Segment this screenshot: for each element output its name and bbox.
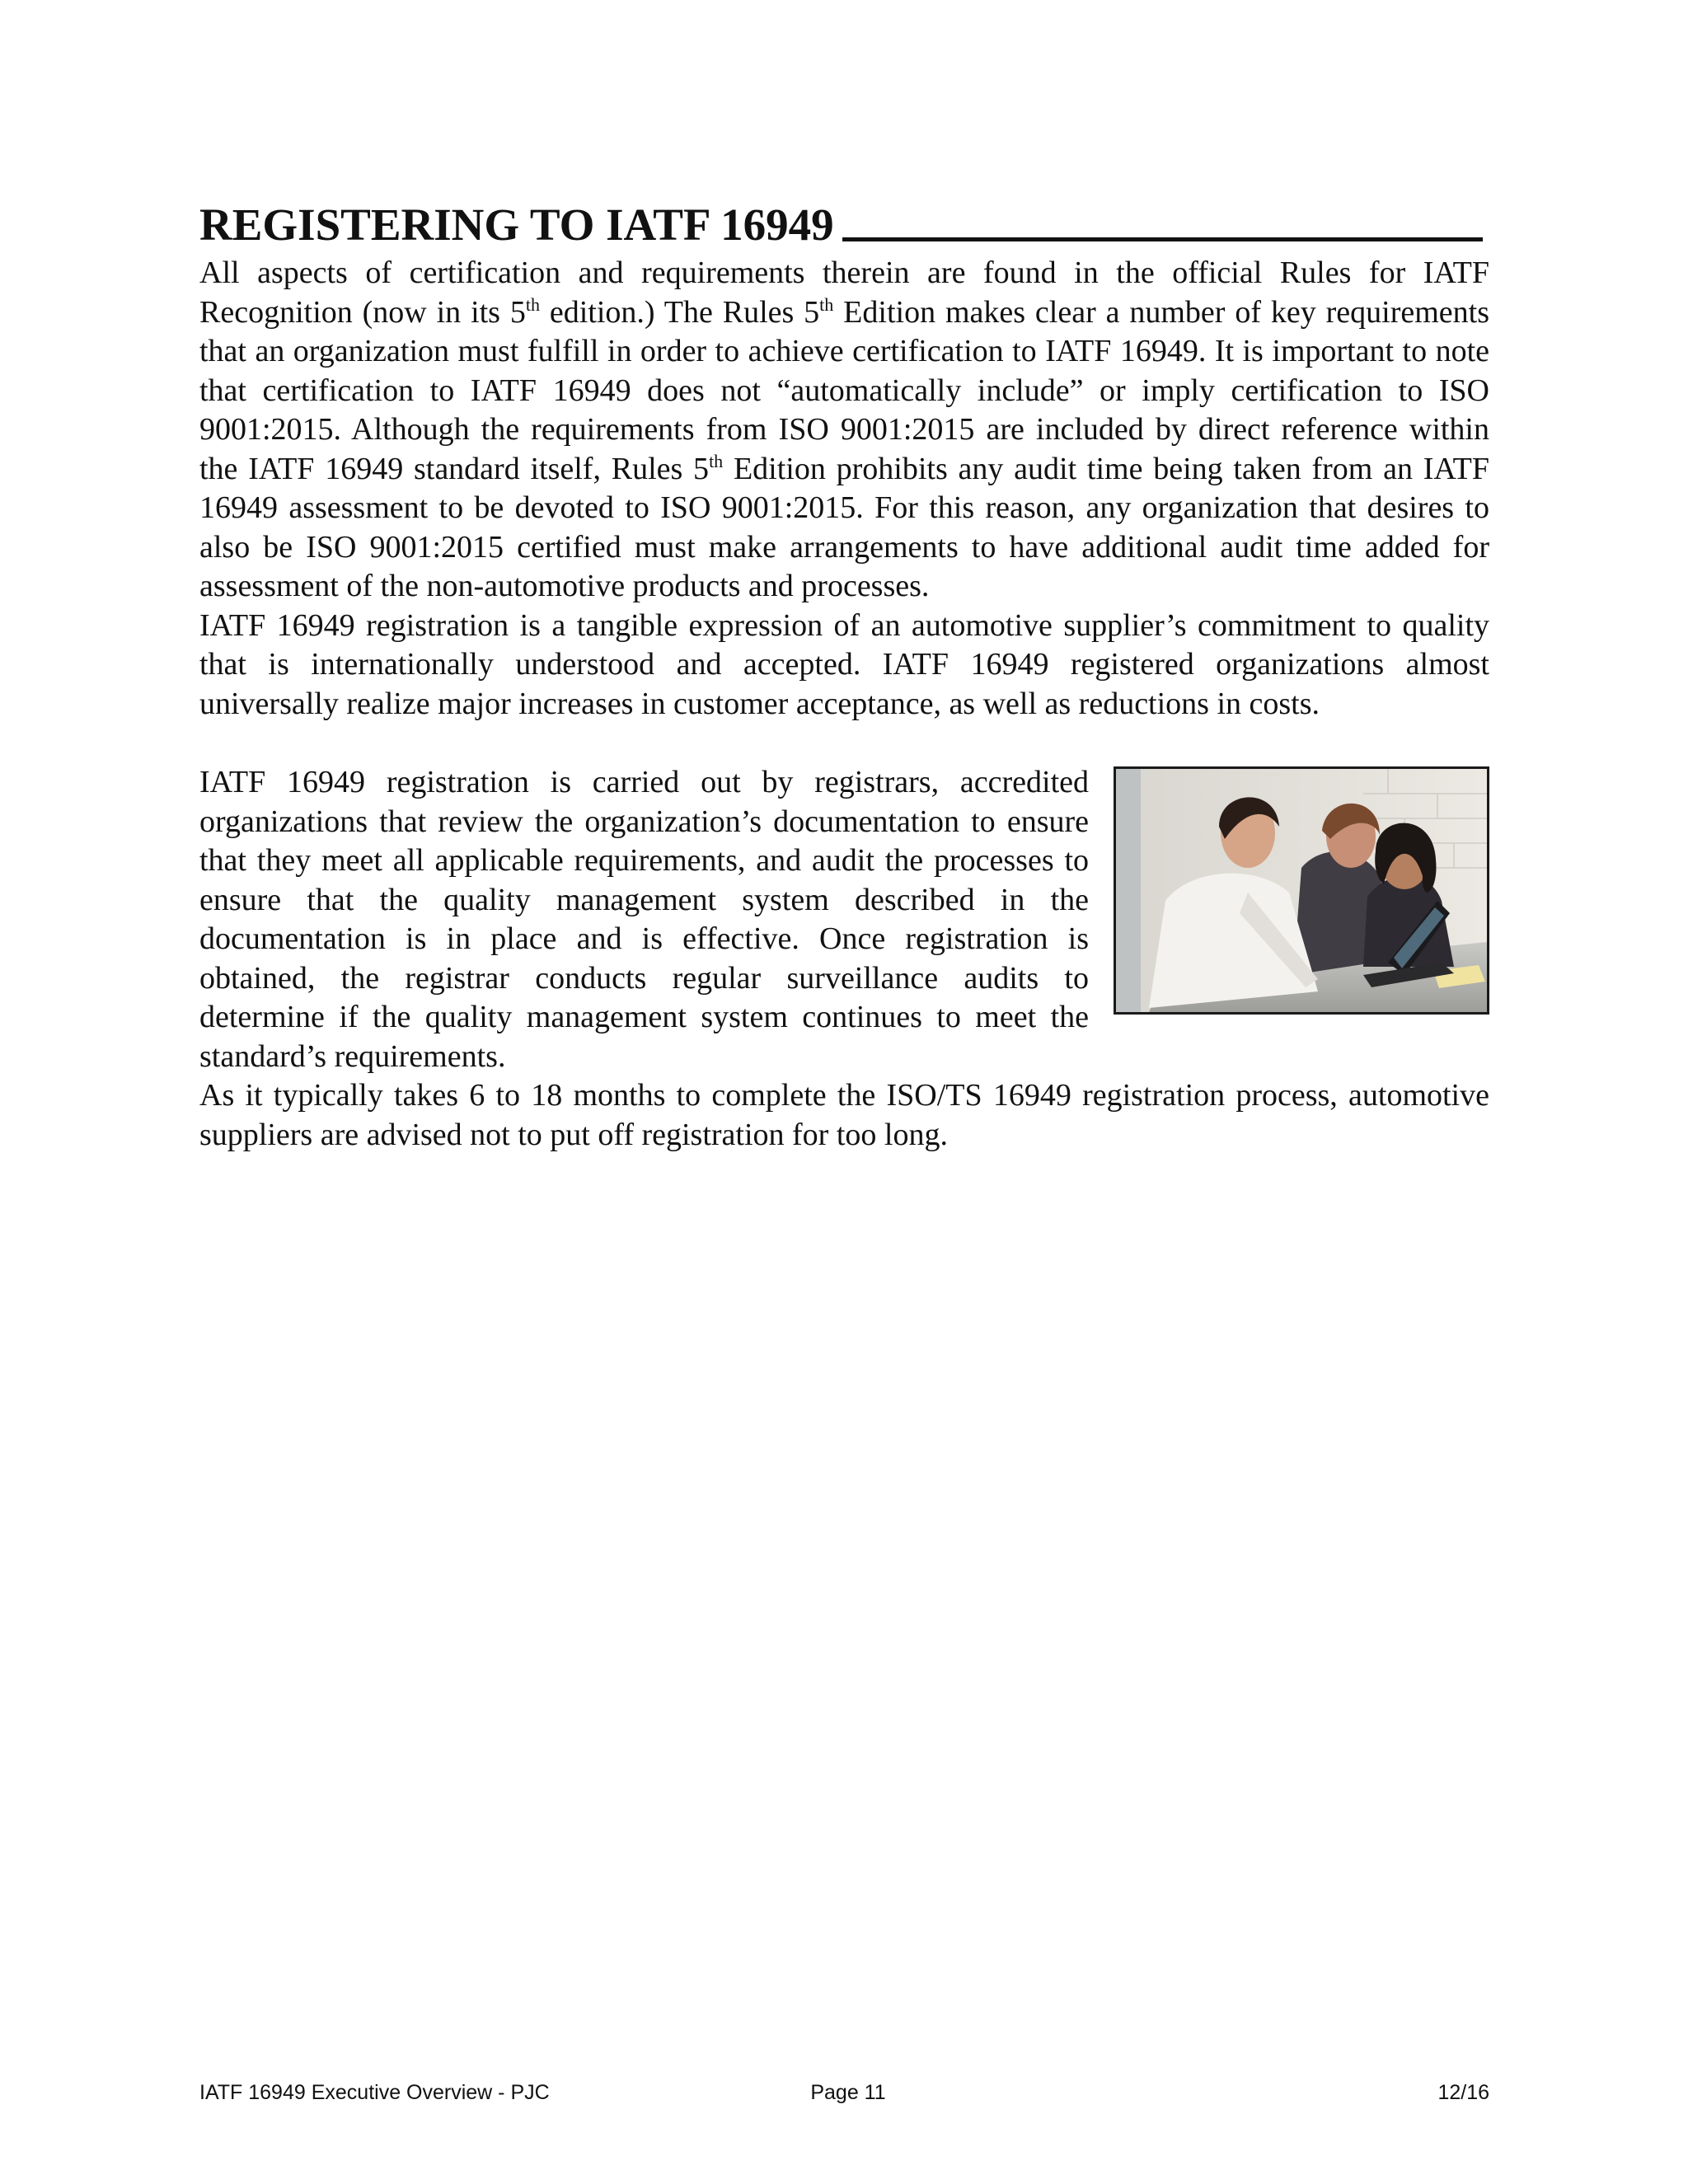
superscript: th (819, 293, 834, 315)
heading-text: REGISTERING TO IATF 16949 (199, 199, 834, 250)
superscript: th (525, 293, 540, 315)
page-content (199, 196, 1489, 1155)
superscript: th (709, 450, 724, 471)
meeting-photo (1114, 766, 1489, 1015)
paragraph-registrars: IATF 16949 registration is carried out by registrars, accredited organizations that review the organization’s documentation to ensure that they meet all applicable requirements, and audit the processes to ensure that the quality management system described in the documentation is in place and is effective. Once registration is obtained, the registrar conducts regular surveillance audits to determine if the quality management system continues to meet the standard’s requirements. (199, 765, 1089, 1074)
footer-date: 12/16 (1437, 2081, 1489, 2104)
footer-page-number: Page 11 (810, 2081, 886, 2104)
paragraph-timeline: As it typically takes 6 to 18 months to complete the ISO/TS 16949 registration process, automotive suppliers are advised not to put off registration for too long. (199, 1078, 1489, 1152)
paragraph-with-photo (199, 763, 1489, 1076)
paragraph-text: Edition prohibits any audit time being taken from an IATF 16949 assessment to be devoted to ISO 9001:2015. For this reason, any organization that desires to also be ISO 9001:2015 certified must make arrangements to have additional audit time added for assessment of the non-automotive products and processes. (199, 451, 1489, 603)
paragraph-text: Edition makes clear a number of key requirements that an organization must fulfill in order to achieve certification to IATF 16949. It is important to note that certification to IATF 16949 does not “automatically include” or imply certification to ISO 9001:2015. Although the requirements from ISO 9001:2015 are included by direct reference within the IATF 16949 standard itself, Rules 5 (199, 294, 1489, 486)
paragraph-text: edition.) The Rules 5 (539, 294, 820, 330)
paragraph-registration-value: IATF 16949 registration is a tangible expression of an automotive supplier’s commitment to quality that is internationally understood and accepted. IATF 16949 registered organizations almost universally realize major increases in customer acceptance, as well as reductions in costs. (199, 607, 1489, 721)
page-footer (199, 2079, 1489, 2107)
paragraph-text: All aspects of certification and requirements therein are found in the official Rules for IATF Recognition (now in its 5 (199, 255, 1489, 330)
footer-document-title: IATF 16949 Executive Overview - PJC (199, 2081, 550, 2104)
page-heading (199, 196, 1489, 254)
paragraph-certification-rules (199, 254, 1489, 607)
heading-underline-rule (842, 237, 1483, 241)
